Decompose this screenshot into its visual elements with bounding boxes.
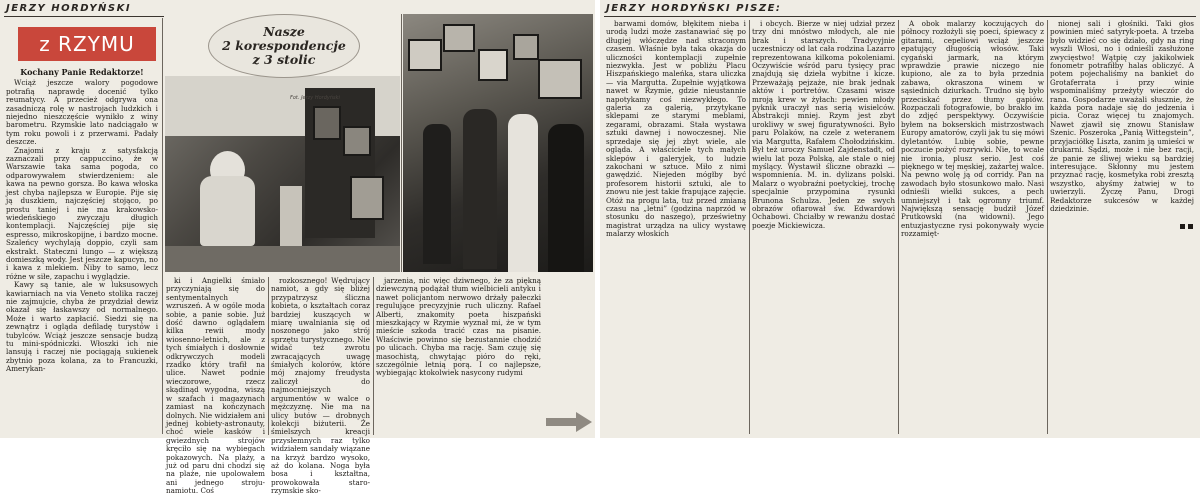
- title-line: 2 korespondencje: [222, 38, 346, 53]
- left-column-2: [166, 276, 265, 496]
- continue-arrow-icon: [546, 412, 592, 432]
- column-divider: [898, 20, 899, 434]
- left-header-rule: [4, 16, 164, 17]
- right-header: JERZY HORDYŃSKI PISZE:: [606, 3, 782, 14]
- paragraph: rozkosznego! Wędrujący namiot, a gdy się bliżej przypatrzysz śliczna kobieta, o kształtach coraz bardziej kuszących w miarę uwalniania się od noszonego jako strój sprzętu turystycznego. Nie widać też zwrotu zwracających uwagę śmiałych kolorów, które mój znajomy freudysta zaliczył do najmocniejszych argumentów w walce o mężczyznę. Nie ma na ulicy butów — drobnych kolekcji biżuterii. Że śmielszych kreacji przysłemnych raz tylko widziałem sandały wiązane na krzyż bardzo wysoko, aż do kolana. Noga była bosa i kształtna, prowokowała starorzymskie sko-: [271, 276, 370, 496]
- paragraph: ki i Angielki śmiało przyczyniają się do sentymentalnych wzruszeń. A w ogóle moda sobie, a panie sobie. Już dość dawno oglądałem kilka rewii mody wiosenno-letnich, ale z tych śmiałych i dosłownie odkrywczych modeli rzadko który trafił na ulice. Nawet podnie wieczorowe, rzecz skądinąd wygodna, wiszą w szafach i magazynach zamiast na kończynach dolnych. Nie widziałem ani jednej kobiety-astronauty, choć wiele kasków i gwiezdnych strojów kręciło się na wybiegach pokazowych. Na plaży, a już od paru dni chodzi się na plaże, nie upolowałem ani jednego stroju-namiotu. Coś: [166, 276, 265, 496]
- right-column-1: [606, 20, 746, 434]
- series-label-box: [18, 27, 156, 61]
- title-line: Nasze: [263, 24, 305, 39]
- street-photo-left: [165, 76, 400, 272]
- paragraph: barwami domów, błękitem nieba i urodą ludzi może zastanawiać się po długiej włóczędze nad straconym czasem. Właśnie była taka okazja do uliczności kontemplacji zupełnie niezwykła. Jest w pobliżu Placu Hiszpańskiego maleńka, stara uliczka — via Margutta. Zupełnie wyjątkowa nawet w Rzymie, gdzie nieustannie napotykamy coś niezwykłego. To galeria za galerią, przytykane sklepami ze starymi meblami, zegarami, obrazami. Stała wystawa sztuki dawnej i nowoczesnej. Nie sprzedaje się jej zbyt wiele, ale ogląda. A właściciele tych małych sklepów i galeryjek, to ludzie zakochani w sztuce. Miło z nimi gawędzić. Niejeden mógłby być profesorem historii sztuki, ale to znowu nie jest takie frapujące zajęcie. Otóż na progu lata, tuż przed zmianą czasu na „letni” (godzina naprzód w stosunku do naszego), prześwietny magistrat urządza na ulicy wystawę malarzy włoskich: [606, 19, 746, 239]
- left-header-author: JERZY HORDYŃSKI: [6, 3, 132, 14]
- salutation: Kochany Panie Redaktorze!: [20, 67, 144, 77]
- column-divider: [749, 20, 750, 434]
- end-mark: [1188, 224, 1193, 229]
- street-photo-right: [403, 14, 593, 272]
- paragraph: nionej sali i głośniki. Taki głos powinien mieć satyryk-poeta. A trzeba było widzieć co się działo, gdy na ring wyszli Włosi, no i odnieśli zasłużone zwycięstwo! Wątpię czy jakikolwiek fonometr potrafiłby halas obliczyć. A potem pojechaliśmy na bankiet do Grotaferrata i przy winie wspominaliśmy przeżyty wieczór do rana. Gospodarze uważali słusznie, że każda pora nadaje się do jedzenia i picia. Coraz więcej tu znajomych. Nawet zjawił się znowu Stanisław Szenic. Poszeroka „Panią Wittegstein”, przyjaciółkę Liszta, zanim ją umieści w drukarni. Sądzi, może i nie bez racji, że panie ze śliwej wieku są bardziej interesujące. Skłonny mu jestem przyznać rację, kosmetyka robi zresztą wszystko, abyśmy żatwiej w to uwierzyli. Życzę Panu, Drogi Redaktorze sukcesów w każdej dziedzinie.: [1050, 19, 1194, 213]
- column-divider: [373, 277, 374, 435]
- right-header-rule: [604, 16, 1196, 17]
- left-column-3: [271, 276, 370, 496]
- column-divider: [268, 277, 269, 435]
- photo-divider: [401, 14, 402, 272]
- paragraph: Wciąż jeszcze walory pogodowe potrafią naprawdę docenić tylko reumatycy. A przecież odgrywa ona zasadniczą rolę w nastrojach ludzkich i niejedno nieszczęście wynikło z winy barometru. Rzymskie lato nadciągało w tym roku powoli i z przerwami. Padały deszcze.: [6, 78, 158, 147]
- paragraph: A obok malarzy koczujących do północy rozłożyli się poeci, śpiewacy z gitarami, cepeliowi wciąż jeszcze epatujący długością włosów. Taki cygański jarmark, na którym wprawdzie prawie niczego nie kupiono, ale za to była przednia zabawa, okraszona winem w sąsiednich dziurkach. Trudno się było przeciskać przez tłumy gapiów. Rozpaczali fotografowie, bo brakło im do zdjęć perspektywy. Oczywiście byłem na bokserskich mistrzostwach Europy amatorów, czyli jak tu się mówi dyletantów. Lubię sobie, pewne poczucie pożyć rozrywki. Nie, to wcale nie ironia, plusz serio. Jest coś pięknego w tej męskiej, zażartej walce. Na pewno wolę ją od corridy. Pan na zawodach było stosunkowo mało. Nasi odnieśli wielki sukces, a pech umniejszył i tak ogromny triumf. Największą sensację budził Józef Prutkowski (na widowni). Jego entuzjastyczne rysi pokonywały wycie rozzamięt-: [901, 19, 1044, 239]
- paragraph: Znajomi z kraju z satysfakcją zaznaczali przy cappuccino, że w Warszawie taka sama pogoda, co odparowywałem stwierdzeniem: ale kawa na pewno gorsza. Bo kawa włoska jest chyba najlepsza w Europie. Pije się ją duszkiem, najczęściej stojąco, po prostu taniej i nie ma krakowsko-wiedeńskiego zwyczaju długich kontemplacji. Najczęściej pije się espresso, mikroskopijne, i bardzo mocne. Szaleńcy wychylają doppio, czyli sam ekstrakt. Stateczni lungo — z większą domieszką wody. Jest jeszcze kapucyn, no i kawa z mlekiem. Niby to samo, lecz różne w siłe, zapachu i wyglądzie.: [6, 145, 158, 281]
- right-column-3: [901, 20, 1044, 434]
- left-column-1: [6, 68, 158, 434]
- left-page: [0, 0, 595, 496]
- article-title: [208, 14, 360, 78]
- series-label: z RZYMU: [39, 32, 135, 56]
- paragraph: i obcych. Bierze w niej udział przez trzy dni mnóstwo młodych, ale nie brak i starszych. Tradycyjnie uczestniczy od lat cała rodzina Lazarro reprezentowana kilkoma pokoleniami. Oczywiście wśród paru tysięcy prac znajdują się dzieła wybitne i kicze. Przeważają pejzaże, nie brak jednak aktów i portretów. Czasami wisze mroją krew w żyłach: pewien młody pyknik uraczył nas serią wisielców. Abstrakcji mniej. Rzym jest zbyt urokliwy w swej figuratywności. Było paru Polaków, na czele z weteranem via Margutta, Rafałem Chołodzińskim. Był też uroczy Samuel Zajdenstadt, od wielu lat poza Polską, ale stale o niej myślący. Wystawił śliczne obrazki — wspomnienia. M. in. dylizans polski. Malarz o wyobraźni poetyckiej, trochę specjalnie przypomina rysunki Brunona Schulza. Jeden ze swych obrazów ofiarował św. Edwardowi Ochabowi. Chciałby w rewanżu dostać poezje Mickiewicza.: [752, 19, 895, 230]
- end-mark: [1180, 224, 1185, 229]
- title-line: z 3 stolic: [252, 52, 316, 67]
- column-divider: [1047, 20, 1048, 434]
- right-page: [600, 0, 1200, 438]
- paragraph: Kawy są tanie, ale w luksusowych kawiarniach na via Veneto stolika raczej nie zajmujcie, chyba że przydział dewiz okazał się łaskawszy od normalnego. Może i warto zapłacić. Siedzi się na zewnątrz i ogląda defiladę turystów i tubylców. Wciąż jeszcze sensacje budzą tu mini-spódniczki. Włoszki ich nie lansują i raczej nie pociągają sukienek zbytnio poza kolana, za to Francuzki, Amerykan-: [6, 280, 158, 374]
- column-divider: [162, 18, 163, 434]
- paragraph: jarzenia, nic więc dziwnego, że za piękną dziewczyną podążał tłum wielbicieli antyku i nawet policjantom nerwowo drżały pałeczki regulujące precyzyjnie ruch uliczny. Rafael Alberti, znakomity poeta hiszpański mieszkający w Rzymie wyznał mi, że w tym mieście szkoda tracić czas na pisanie. Właściwie powinno się bezustannie chodzić po ulicach. Chyba ma rację. Sam czuję się masochistą, chwytając pióro do ręki, szczególnie letnią porą. I co najlepsze, wybiegając ktokolwiek nasycony rudymi: [376, 276, 541, 378]
- left-column-4: [376, 277, 541, 405]
- photo-credit: Fot. Jerzy Hordyński: [290, 95, 340, 101]
- right-column-2: [752, 20, 895, 434]
- right-column-4: [1050, 20, 1194, 230]
